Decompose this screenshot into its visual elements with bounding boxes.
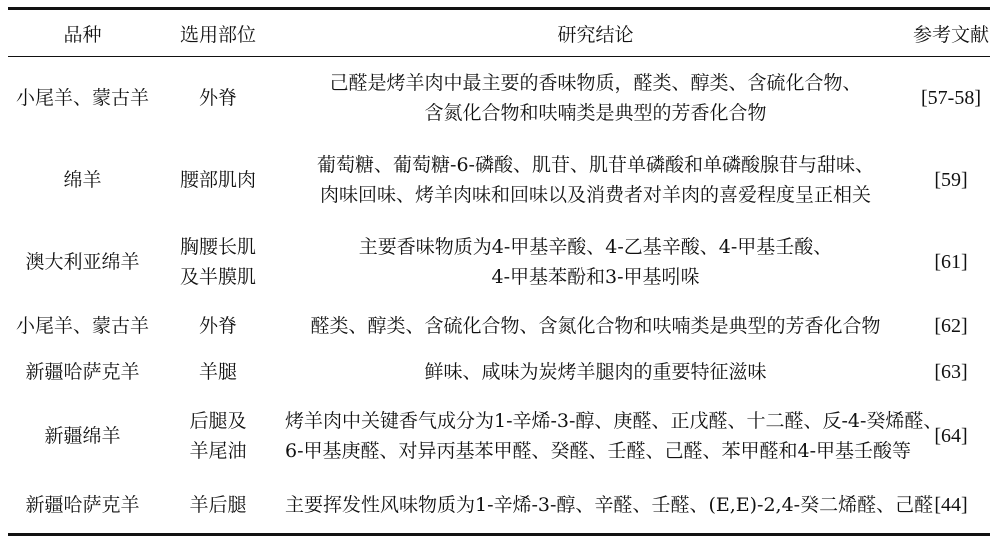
cell-variety: 绵羊: [63, 168, 102, 191]
header-reference: 参考文献: [912, 23, 989, 46]
table-row: [8, 303, 990, 349]
header-row: [8, 9, 990, 57]
cell-conclusion: [279, 395, 943, 477]
research-table-container: [8, 7, 990, 536]
table-row: [8, 349, 990, 395]
table-row: [8, 477, 990, 535]
cell-variety: 新疆哈萨克羊: [25, 493, 140, 516]
cell-conclusion-line: 肉味回味、烤羊肉味和回味以及消费者对羊肉的喜爱程度呈正相关: [319, 183, 871, 206]
cell-variety: 小尾羊、蒙古羊: [15, 86, 149, 109]
cell-part-line: 羊后腿: [189, 493, 247, 516]
cell-part: [157, 57, 279, 139]
cell-conclusion: [279, 221, 912, 303]
header-part: 选用部位: [179, 23, 256, 46]
cell-conclusion: [279, 303, 912, 349]
cell-part-line: 后腿及: [189, 409, 247, 432]
cell-conclusion-line: 醛类、醇类、含硫化合物、含氮化合物和呋喃类是典型的芳香化合物: [310, 314, 881, 337]
header-conclusion: 研究结论: [557, 23, 634, 46]
cell-part-line: 羊尾油: [189, 439, 247, 462]
cell-conclusion: [279, 477, 934, 535]
cell-variety: 澳大利亚绵羊: [25, 250, 140, 273]
table-header: [8, 9, 990, 57]
cell-conclusion-line: 4-甲基苯酚和3-甲基吲哚: [491, 265, 700, 288]
table-body: [8, 57, 990, 535]
table-row: [8, 57, 990, 139]
cell-reference: [57-58]: [921, 86, 981, 109]
table-row: [8, 221, 990, 303]
cell-reference: [59]: [934, 168, 968, 191]
cell-reference: [61]: [934, 250, 968, 273]
research-table: [8, 7, 990, 536]
cell-part-line: 外脊: [198, 86, 237, 109]
cell-variety: 新疆绵羊: [44, 424, 121, 447]
cell-part-line: 羊腿: [198, 360, 237, 383]
cell-conclusion-line: 6-甲基庚醛、对异丙基苯甲醛、癸醛、壬醛、己醛、苯甲醛和4-甲基壬酸等: [285, 439, 912, 462]
cell-part: [157, 139, 279, 221]
cell-part-line: 外脊: [198, 314, 237, 337]
cell-part: [157, 477, 279, 535]
header-variety: 品种: [63, 23, 102, 46]
cell-reference: [63]: [934, 360, 968, 383]
cell-conclusion-line: 烤羊肉中关键香气成分为1-辛烯-3-醇、庚醛、正戊醛、十二醛、反-4-癸烯醛、: [285, 409, 943, 432]
cell-variety: 小尾羊、蒙古羊: [15, 314, 149, 337]
cell-conclusion-line: 己醛是烤羊肉中最主要的香味物质，醛类、醇类、含硫化合物、: [329, 71, 862, 94]
table-row: [8, 139, 990, 221]
cell-reference: [44]: [934, 493, 968, 516]
cell-part: [157, 303, 279, 349]
cell-conclusion-line: 主要香味物质为4-甲基辛酸、4-乙基辛酸、4-甲基壬酸、: [358, 235, 833, 258]
cell-variety: 新疆哈萨克羊: [25, 360, 140, 383]
cell-part: [157, 221, 279, 303]
cell-conclusion-line: 主要挥发性风味物质为1-辛烯-3-醇、辛醛、壬醛、(E,E)-2,4-癸二烯醛、己醛: [285, 493, 934, 516]
cell-conclusion-line: 含氮化合物和呋喃类是典型的芳香化合物: [424, 101, 767, 124]
cell-part-line: 及半膜肌: [179, 265, 256, 288]
cell-conclusion-line: 葡萄糖、葡萄糖-6-磷酸、肌苷、肌苷单磷酸和单磷酸腺苷与甜味、: [317, 153, 874, 176]
cell-part-line: 胸腰长肌: [179, 235, 256, 258]
cell-conclusion: [279, 349, 912, 395]
cell-part: [157, 395, 279, 477]
table-row: [8, 395, 990, 477]
cell-conclusion: [279, 139, 912, 221]
cell-reference: [62]: [934, 314, 968, 337]
cell-part-line: 腰部肌肉: [179, 168, 256, 191]
cell-conclusion: [279, 57, 912, 139]
cell-conclusion-line: 鲜味、咸味为炭烤羊腿肉的重要特征滋味: [424, 360, 767, 383]
cell-part: [157, 349, 279, 395]
cell-reference: [64]: [934, 424, 968, 447]
